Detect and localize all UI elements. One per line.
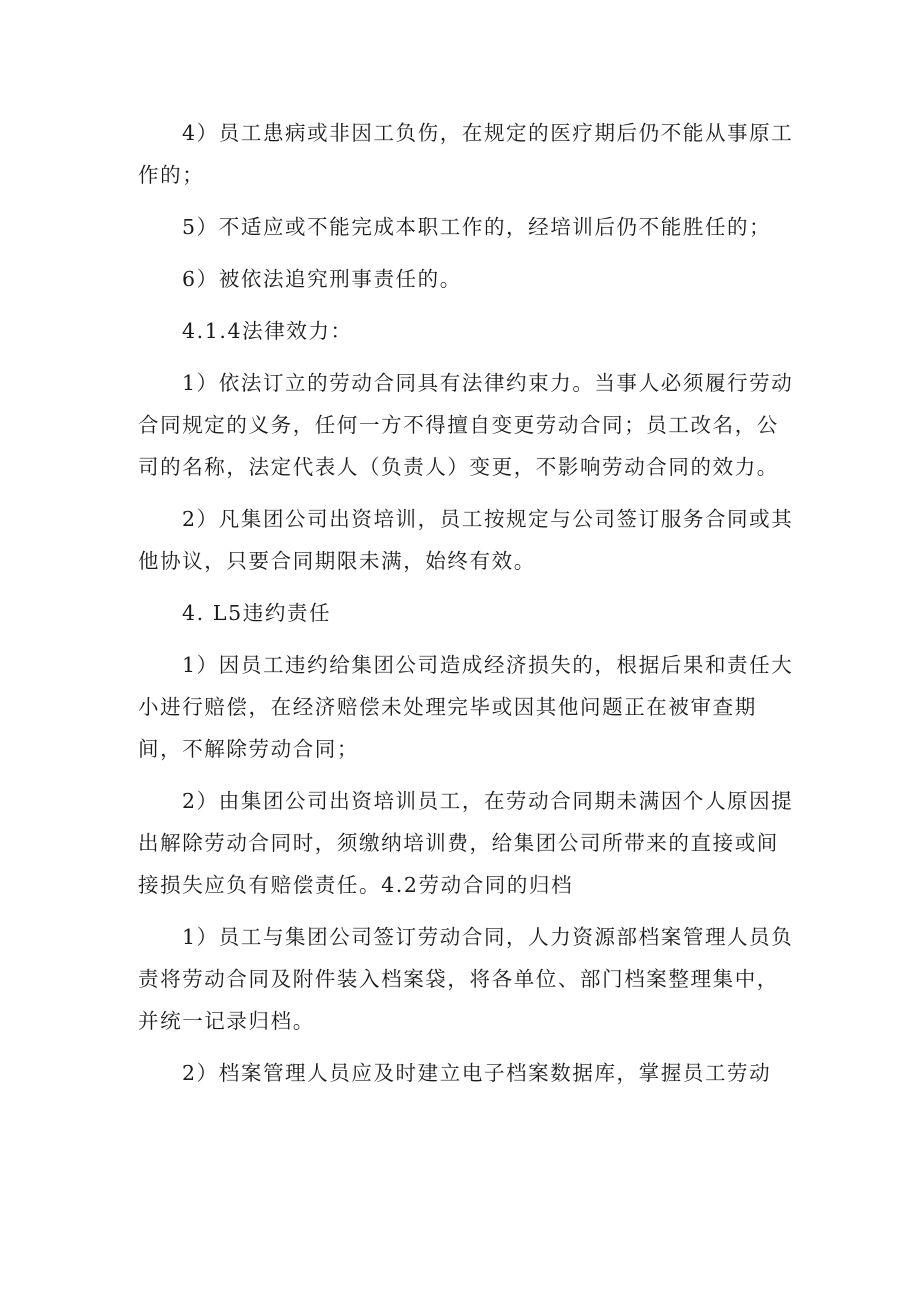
paragraph-breach-1: 1）因员工违约给集团公司造成经济损失的，根据后果和责任大小进行赔偿，在经济赔偿未处理完毕或因其他问题正在被审查期间，不解除劳动合同； xyxy=(138,653,794,761)
paragraph-archiving-2: 2）档案管理人员应及时建立电子档案数据库，掌握员工劳动 xyxy=(182,1061,772,1085)
heading-legal-effect: 4.1.4法律效力： xyxy=(182,319,353,343)
paragraph-legal-effect-1: 1）依法订立的劳动合同具有法律约束力。当事人必须履行劳动合同规定的义务，任何一方不得擅自变更劳动合同；员工改名，公司的名称，法定代表人（负责人）变更，不影响劳动合同的效力。 xyxy=(138,371,794,479)
paragraph-archiving-1: 1）员工与集团公司签订劳动合同，人力资源部档案管理人员负责将劳动合同及附件装入档案袋，将各单位、部门档案整理集中，并统一记录归档。 xyxy=(138,925,794,1033)
document-body xyxy=(138,112,800,1094)
paragraph-legal-effect-2: 2）凡集团公司出资培训，员工按规定与公司签订服务合同或其他协议，只要合同期限未满，始终有效。 xyxy=(138,507,794,573)
paragraph-sick-leave: 4）员工患病或非因工负伤，在规定的医疗期后仍不能从事原工作的； xyxy=(138,121,794,187)
heading-breach-liability: 4. L5违约责任 xyxy=(182,601,332,625)
paragraph-incompetence: 5）不适应或不能完成本职工作的，经培训后仍不能胜任的； xyxy=(182,215,772,239)
paragraph-breach-2: 2）由集团公司出资培训员工，在劳动合同期未满因个人原因提出解除劳动合同时，须缴纳培训费，给集团公司所带来的直接或间接损失应负有赔偿责任。4.2劳动合同的归档 xyxy=(138,789,794,897)
paragraph-criminal-liability: 6）被依法追究刑事责任的。 xyxy=(182,267,462,291)
